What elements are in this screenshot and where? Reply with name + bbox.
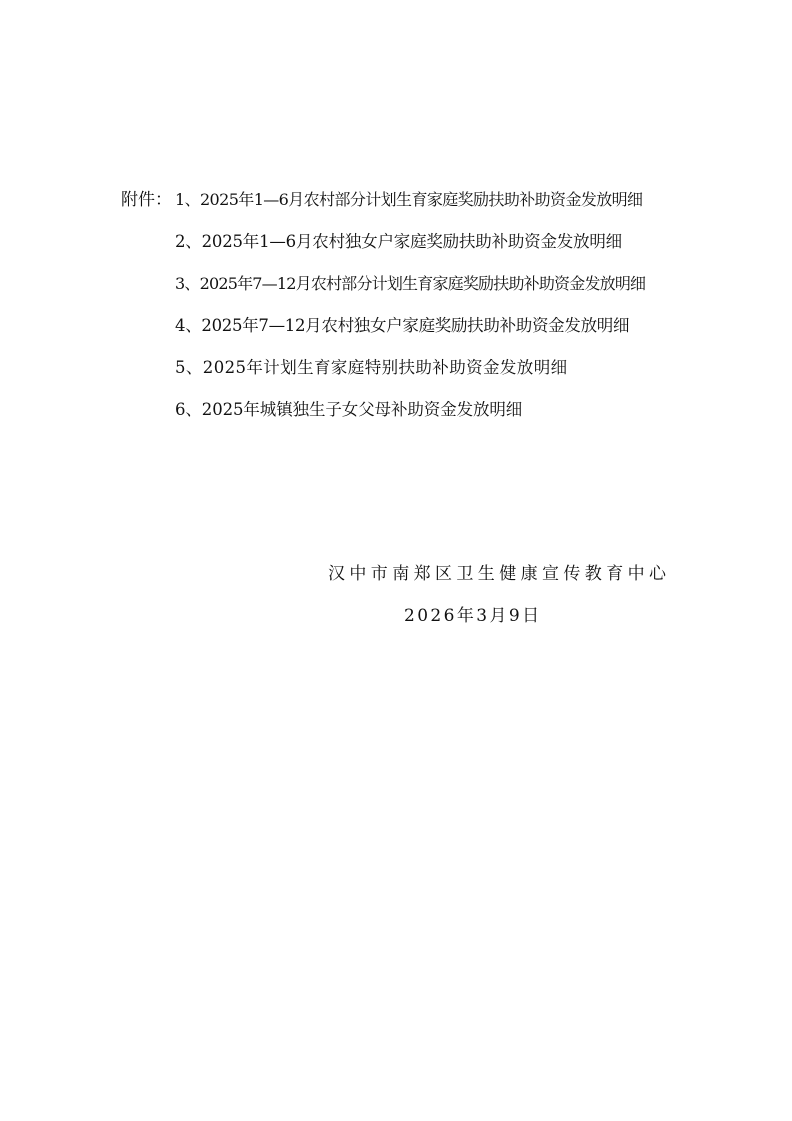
attachments-label: 附件： (121, 190, 172, 210)
attachment-item: 2、2025年1—6月农村独女户家庭奖励扶助补助资金发放明细 (175, 232, 622, 251)
issuer-name: 汉中市南郑区卫生健康宣传教育中心 (328, 564, 671, 584)
attachment-item: 1、2025年1—6月农村部分计划生育家庭奖励扶助补助资金发放明细 (175, 190, 643, 209)
attachment-item: 4、2025年7—12月农村独女户家庭奖励扶助补助资金发放明细 (175, 316, 630, 335)
attachment-item: 6、2025年城镇独生子女父母补助资金发放明细 (175, 400, 523, 419)
issue-date: 2026年3月9日 (404, 606, 542, 626)
attachment-item: 3、2025年7—12月农村部分计划生育家庭奖励扶助补助资金发放明细 (175, 274, 646, 293)
attachment-item: 5、2025年计划生育家庭特别扶助补助资金发放明细 (175, 358, 568, 377)
